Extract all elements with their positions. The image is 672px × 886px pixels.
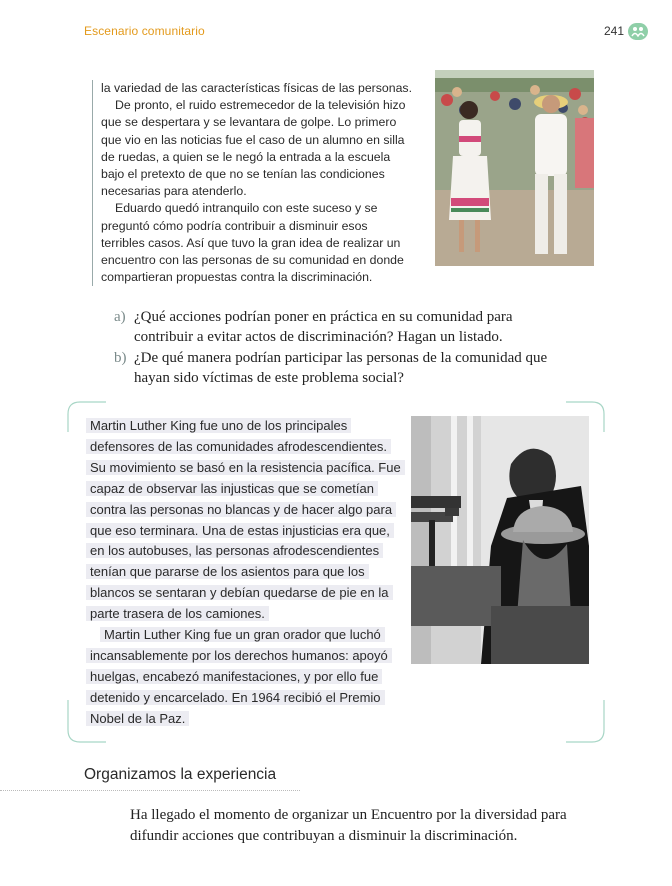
story-text bbox=[92, 80, 413, 286]
question-letter: a) bbox=[114, 309, 126, 325]
section-label: Escenario comunitario bbox=[84, 24, 205, 38]
question-letter: b) bbox=[114, 350, 127, 367]
question-item bbox=[114, 349, 574, 388]
callout-paragraph: Martin Luther King fue uno de los principales defensores de las comunidades afrodescendientes. Su movimiento se basó en la resistencia pacífica. Fue capaz de observar las injusticas que se cometían contra las personas no blancas y de hacer algo para que eso terminara. Una de estas injusticias era que, en los autobuses, las personas afrodescendientes tenían que pararse de los asientos para que los blancos se sentaran y debían quedarse de pie en la parte trasera de los camiones. bbox=[86, 418, 405, 621]
page-number: 241 bbox=[604, 24, 625, 38]
story-paragraph: De pronto, el ruido estremecedor de la televisión hizo que se despertara y se levantara de golpe. Lo primero que vio en las noticias fue el caso de un alumno en silla de ruedas, a quien se le negó la entrada a la escuela bajo el pretexto de que no se tenían las condiciones necesarias para atenderlo. bbox=[101, 98, 406, 199]
mlk-speech-photo bbox=[411, 416, 589, 664]
question-item bbox=[114, 308, 574, 347]
mlk-callout-text bbox=[86, 416, 406, 730]
story-paragraph: Eduardo quedó intranquilo con este suceso y se preguntó cómo podría contribuir a disminuir esos terribles casos. Así que tuvo la gran idea de realizar un encuentro con las personas de su comunidad en donde compartieran propuestas contra la discriminación. bbox=[101, 201, 404, 285]
question-text: ¿De qué manera podrían participar las personas de la comunidad que hayan sido víctimas de este problema social? bbox=[134, 350, 548, 386]
questions-list bbox=[114, 308, 574, 390]
story-paragraph: la variedad de las características físicas de las personas. bbox=[101, 81, 412, 95]
callout-paragraph: Martin Luther King fue un gran orador que luchó incansablemente por los derechos humanos: apoyó huelgas, encabezó manifestaciones, y por ello fue detenido y encarcelado. En 1964 recibió el Premio Nobel de la Paz. bbox=[86, 627, 392, 726]
question-text: ¿Qué acciones podrían poner en práctica en su comunidad para contribuir a evitar actos de discriminación? Hagan un listado. bbox=[134, 309, 513, 345]
section-divider bbox=[0, 790, 300, 791]
section-title: Organizamos la experiencia bbox=[84, 766, 277, 783]
children-dance-photo bbox=[435, 70, 594, 266]
section-body: Ha llegado el momento de organizar un Encuentro por la diversidad para difundir acciones que contribuyan a disminuir la discriminación. bbox=[130, 807, 567, 844]
community-glyph-icon bbox=[628, 23, 648, 40]
